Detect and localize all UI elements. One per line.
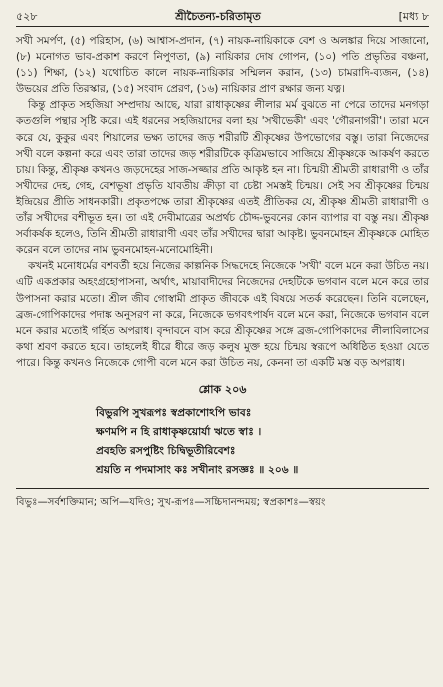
- verse-line: শ্রয়তি ন পদমাসাং কঃ সখীনাং রসজ্ঞঃ ॥ ২০৬ ॥: [96, 463, 299, 476]
- section-marker: [মধ্য ৮: [398, 10, 429, 23]
- page-number: ৫২৮: [16, 10, 38, 23]
- verse-line: বিভুরপি সুখরূপঃ স্বপ্রকাশোঽপি ভাবঃ: [96, 406, 252, 419]
- synonyms: বিভুঃ—সর্বশক্তিমান; অপি—যদিও; সুখ-রূপঃ—সচ্চিদানন্দময়; স্বপ্রকাশঃ—স্বয়ং: [16, 496, 326, 508]
- verse-line: ক্ষণমপি ন হি রাধাকৃষ্ণয়োর্যা ঋতে স্বাঃ ।: [96, 425, 262, 438]
- synonyms-rule: [16, 488, 429, 489]
- verse-title: শ্লোক ২০৬: [198, 382, 247, 396]
- page-header: [16, 8, 429, 22]
- verse-line: প্রবহতি রসপুষ্টিং চিদ্বিভূতীরিবেশঃ: [96, 444, 236, 457]
- paragraph-3: কখনই মনোধর্মের বশবর্তী হয়ে নিজের কাল্পনিক সিদ্ধদেহে নিজেকে 'সখী' বলে মনে করা উচিত নয়। এটি একপ্রকার অহংগ্রহোপাসনা, অর্থাৎ, মায়াবাদীদের নিজেদের দেহটিকে ভগবান বলে মনে করে তার উপাসনা করার মতো। শ্রীল জীব গোস্বামী প্রাকৃত জীবকে এই বিষয়ে সতর্ক করেছেন। তিনি বলেছেন, ব্রজ-গোপিকাদের পদাঙ্ক অনুসরণ না করে, নিজেকে ভগবৎপার্ষদ বলে মনে করা, নিজেকে ভগবান বলে মনে করার মতোই গর্হিত অপরাধ। বৃন্দাবনে বাস করে শ্রীকৃষ্ণের সঙ্গে ব্রজ-গোপিকাদের লীলাবিলাসের কথা শ্রবণ করতে হবে। তাহলেই ধীরে ধীরে জড় কলুষ মুক্ত হয়ে চিন্ময় স্বরূপে অধিষ্ঠিত হওয়া যেতে পারে। কিন্তু কখনও নিজেকে গোপী বলে মনে করা উচিত নয়, কেননা তা একটি মস্ত বড় অপরাধ।: [16, 260, 429, 369]
- paragraph-1: সখী সমর্পণ, (৫) পরিহাস, (৬) আশ্বাস-প্রদান, (৭) নায়ক-নায়িকাকে বেশ ও অলঙ্কার দিয়ে সাজানো, (৮) মনোগত ভাব-প্রকাশ করণে নিপুণতা, (৯) নায়িকার দোষ গোপন, (১০) পতি প্রভৃতির বঞ্চনা, (১১) শিক্ষা, (১২) যথোচিত কালে নায়ক-নায়িকার সম্মিলন করান, (১৩) চামরাদি-ব্যজন, (১৪) উভয়ের প্রতি তিরস্কার, (১৫) সংবাদ প্রেরণ, (১৬) নায়িকার প্রাণ রক্ষার জন্য যত্ন।: [16, 35, 429, 96]
- verse-block: [16, 404, 429, 480]
- book-title: শ্রীচৈতন্য-চরিতামৃত: [175, 10, 261, 23]
- paragraph-2: কিন্তু প্রাকৃত সহজিয়া সম্প্রদায় আছে, যারা রাধাকৃষ্ণের লীলার মর্ম বুঝতে না পেরে তাদের মনগড়া কতগুলি পন্থার সৃষ্টি করে। এই ধরনের সহজিয়াদের বলা হয় 'সখীভেকী' এবং 'গৌরনাগরী'। তারা মনে করে যে, কুকুর এবং শিয়ালের ভক্ষ্য তাদের জড় শরীরটি শ্রীকৃষ্ণের উপভোগের বস্তু। তারা নিজেদের সখী বলে কল্পনা করে এবং তারা তাদের জড় শরীরটিকে কৃত্রিমভাবে সাজিয়ে শ্রীকৃষ্ণকে আকর্ষণ করতে চায়। কিন্তু, শ্রীকৃষ্ণ কখনও জড়দেহের সাজ-সজ্জার প্রতি আকৃষ্ট হন না। চিন্ময়ী শ্রীমতী রাধারাণী ও তাঁর সখীদের দেহ, গেহ, বেশভূষা প্রভৃতি যাবতীয় ক্রীড়া বা চেষ্টা সমস্তই চিন্ময়। সেই সব শ্রীকৃষ্ণের চিন্ময় ইন্দ্রিয়ের প্রীতি সাধনকারী। প্রকৃতপক্ষে তারা শ্রীকৃষ্ণের এতই প্রীতিকর যে, শ্রীকৃষ্ণ শ্রীমতী রাধারাণী ও তাঁর সখীদের বশীভূত হন। তা এই দেবীমাত্রের অপ্রর্থচ চৌদ্দ-ভুবনের কোন ব্যাপার বা বস্তু নয়। শ্রীকৃষ্ণ সর্বাকর্ষক হলেও, তিনি শ্রীমতী রাধারাণী এবং তাঁর সখীদের দ্বারা আকৃষ্ট। ভুবনমোহন শ্রীকৃষ্ণকে মোহিত করেন বলে তাদের নাম ভুবনমোহন-মনোমোহিনী।: [16, 99, 429, 257]
